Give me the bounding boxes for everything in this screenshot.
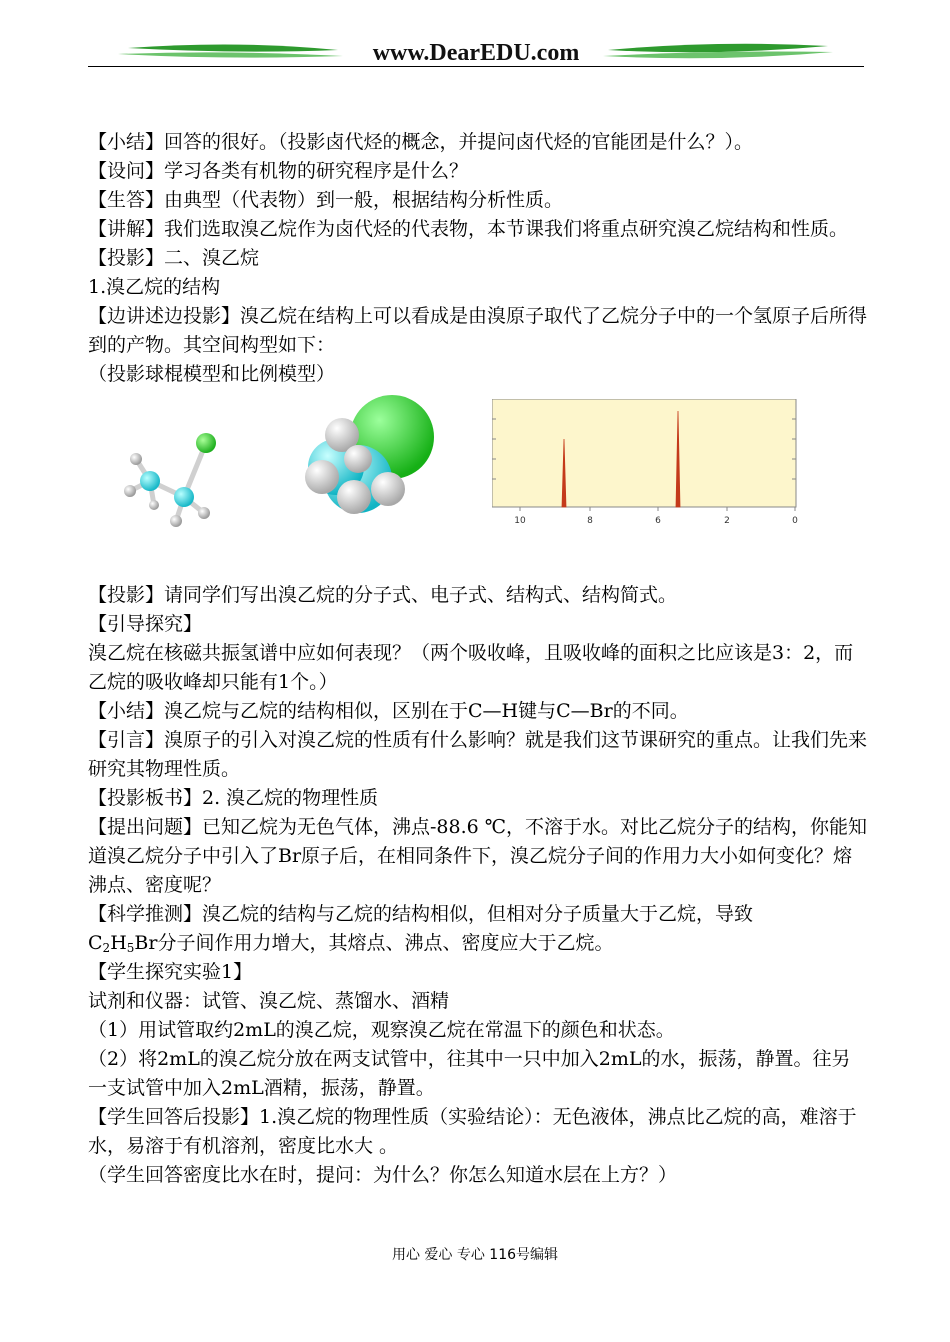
- figure-row: [88, 393, 868, 571]
- paragraph: （投影球棍模型和比例模型）: [88, 363, 336, 385]
- site-title: www.DearEDU.com: [372, 40, 580, 66]
- paragraph: 【生答】由典型（代表物）到一般，根据结构分析性质。: [88, 189, 564, 211]
- paragraph: （2）将2mL的溴乙烷分放在两支试管中，往其中一只中加入2mL的水，振荡，静置。往另一支试管中加入2mL酒精，振荡，静置。: [88, 1048, 851, 1099]
- formula-c-subscript: 2: [102, 941, 111, 955]
- nmr-tick-label: 0: [792, 516, 798, 526]
- paragraph: 【投影】二、溴乙烷: [88, 247, 260, 269]
- formula-paragraph: [88, 929, 868, 958]
- nmr-tick-label: 6: [655, 516, 661, 526]
- paragraph: 溴乙烷在核磁共振氢谱中应如何表现？（两个吸收峰，且吸收峰的面积之比应该是3：2，而乙烷的吸收峰却只能有1个。）: [88, 642, 854, 693]
- paragraph: 【学生回答后投影】1.溴乙烷的物理性质（实验结论）：无色液体，沸点比乙烷的高，难溶于水，易溶于有机溶剂，密度比水大 。: [88, 1106, 857, 1157]
- nmr-tick-label: 2: [724, 516, 730, 526]
- paragraph: 【引言】溴原子的引入对溴乙烷的性质有什么影响？就是我们这节课研究的重点。让我们先来研究其物理性质。: [88, 729, 868, 780]
- paragraph: （1）用试管取约2mL的溴乙烷，观察溴乙烷在常温下的颜色和状态。: [88, 1019, 675, 1041]
- header-rule: [88, 66, 864, 67]
- paragraph: 【科学推测】溴乙烷的结构与乙烷的结构相似，但相对分子质量大于乙烷，导致: [88, 903, 754, 925]
- formula-h-subscript: 5: [126, 941, 135, 955]
- nmr-tick-label: 8: [587, 516, 593, 526]
- paragraph: 【提出问题】已知乙烷为无色气体，沸点-88.6 ℃，不溶于水。对比乙烷分子的结构，你能知道溴乙烷分子中引入了Br原子后，在相同条件下，溴乙烷分子间的作用力大小如何变化？熔沸点、密度呢？: [88, 816, 868, 896]
- paragraph: 【小结】回答的很好。（投影卤代烃的概念，并提问卤代烃的官能团是什么？）。: [88, 131, 754, 153]
- formula-h: H: [110, 932, 127, 954]
- paragraph: （学生回答密度比水在时，提问：为什么？你怎么知道水层在上方？）: [88, 1164, 678, 1186]
- space-filling-model-image: [298, 393, 438, 523]
- paragraph: 【设问】学习各类有机物的研究程序是什么？: [88, 160, 469, 182]
- paragraph: 【讲解】我们选取溴乙烷作为卤代烃的代表物，本节课我们将重点研究溴乙烷结构和性质。: [88, 218, 849, 240]
- nmr-tick-label: 10: [514, 516, 526, 526]
- formula-br: Br: [134, 932, 158, 954]
- formula-rest: 分子间作用力增大，其熔点、沸点、密度应大于乙烷。: [157, 932, 614, 954]
- formula-c: C: [88, 932, 103, 954]
- paragraph: 试剂和仪器：试管、溴乙烷、蒸馏水、酒精: [88, 990, 450, 1012]
- ball-stick-model-image: [110, 411, 230, 531]
- page-footer: 用心 爱心 专心 116号编辑: [391, 1247, 559, 1263]
- nmr-spectrum-image: [492, 399, 814, 531]
- paragraph: 【投影】请同学们写出溴乙烷的分子式、电子式、结构式、结构简式。: [88, 584, 678, 606]
- paragraph: 1.溴乙烷的结构: [88, 276, 221, 298]
- banner-swoosh-graphic: [88, 36, 864, 70]
- header-banner: [88, 36, 864, 70]
- paragraph: 【引导探究】: [88, 613, 203, 635]
- document-body: [88, 128, 868, 1190]
- paragraph: 【边讲述边投影】溴乙烷在结构上可以看成是由溴原子取代了乙烷分子中的一个氢原子后所得到的产物。其空间构型如下：: [88, 305, 868, 356]
- paragraph: 【投影板书】2. 溴乙烷的物理性质: [88, 787, 379, 809]
- paragraph: 【小结】溴乙烷与乙烷的结构相似，区别在于C—H键与C—Br的不同。: [88, 700, 689, 722]
- paragraph: 【学生探究实验1】: [88, 961, 253, 983]
